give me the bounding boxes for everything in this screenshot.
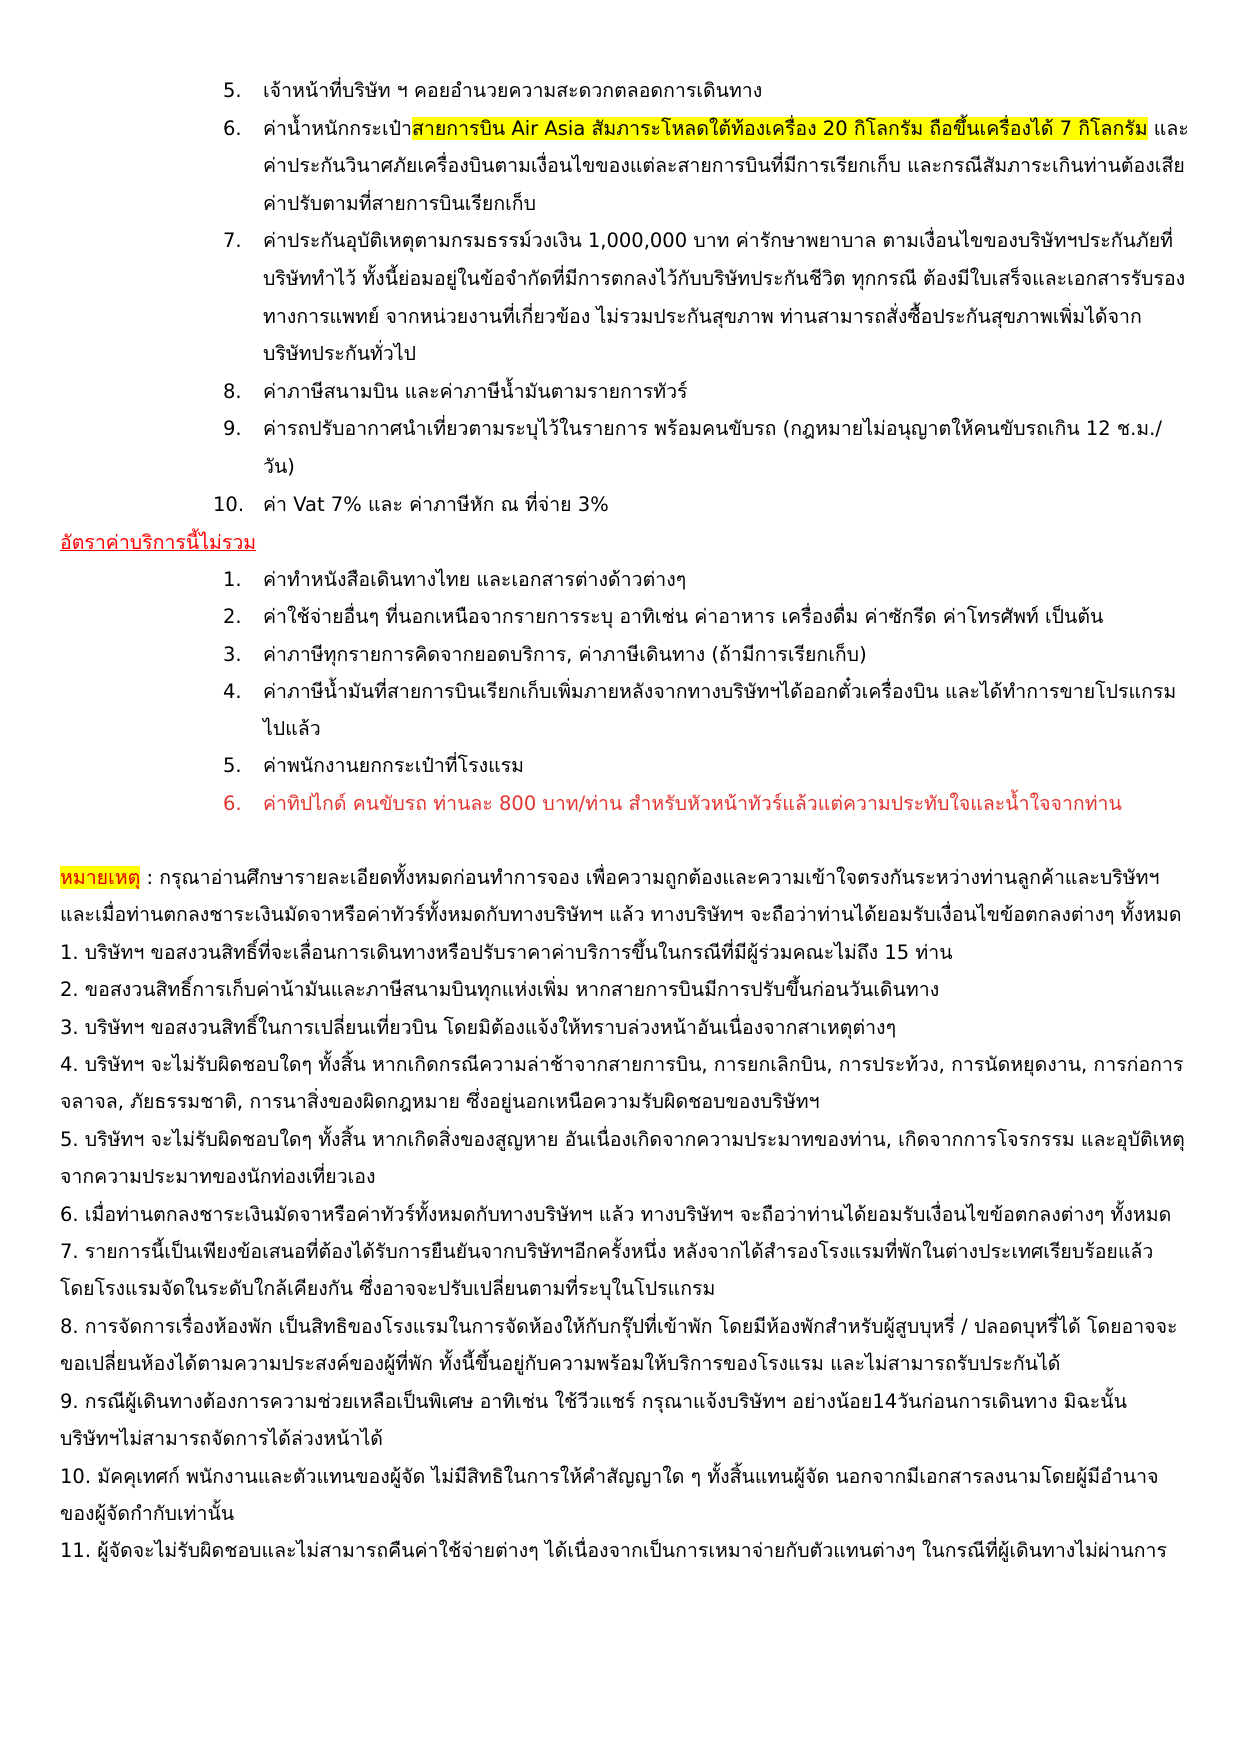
remark-number: 2. — [60, 978, 79, 1002]
remark-item-7 — [60, 1233, 1185, 1308]
item-text: ค่าภาษีน้ำมันที่สายการบินเรียกเก็บเพิ่มภายหลังจากทางบริษัทฯได้ออกตั๋วเครื่องบิน และได้ทำการขายโปรแกรมไปแล้ว — [263, 679, 1177, 741]
item-number: 6. — [223, 791, 242, 815]
excluded-section-title: อัตราค่าบริการนี้ไม่รวม — [60, 531, 257, 554]
remarks-section — [60, 859, 1185, 1570]
remark-number: 8. — [60, 1314, 79, 1338]
item-text: ค่าภาษีทุกรายการคิดจากยอดบริการ, ค่าภาษีเดินทาง (ถ้ามีการเรียกเก็บ) — [263, 642, 867, 666]
remark-item-2 — [60, 971, 1185, 1008]
remark-number: 9. — [60, 1389, 79, 1413]
remark-item-9 — [60, 1383, 1185, 1458]
remark-item-6 — [60, 1196, 1185, 1233]
item-number: 3. — [223, 642, 242, 666]
remark-number: 1. — [60, 940, 79, 964]
remark-text: กรณีผู้เดินทางต้องการความช่วยเหลือเป็นพิเศษ อาทิเช่น ใช้วีวแชร์ กรุณาแจ้งบริษัทฯ อย่างน้อย14วันก่อนการเดินทาง มิฉะนั้นบริษัทฯไม่สามารถจัดการได้ล่วงหน้าได้ — [60, 1389, 1127, 1451]
remark-text: บริษัทฯ จะไม่รับผิดชอบใดๆ ทั้งสิ้น หากเกิดกรณีความล่าช้าจากสายการบิน, การยกเลิกบิน, การประท้วง, การนัดหยุดงาน, การก่อการจลาจล, ภัยธรรมชาติ, การนาสิ่งของผิดกฎหมาย ซึ่งอยู่นอกเหนือความรับผิดชอบของบริษัทฯ — [60, 1053, 1184, 1114]
remark-text: บริษัทฯ ขอสงวนสิทธิ์ที่จะเลื่อนการเดินทางหรือปรับราคาค่าบริการขึ้นในกรณีที่มีผู้ร่วมคณะไม่ถึง 15 ท่าน — [78, 940, 953, 964]
remark-number: 4. — [60, 1053, 79, 1077]
remark-text: เมื่อท่านตกลงชาระเงินมัดจาหรือค่าทัวร์ทั้งหมดกับทางบริษัทฯ แล้ว ทางบริษัทฯ จะถือว่าท่านได้ยอมรับเงื่อนไขข้อตกลงต่างๆ ทั้งหมด — [78, 1202, 1172, 1226]
remark-number: 10. — [60, 1464, 92, 1488]
item-text: ค่ารถปรับอากาศนำเที่ยวตามระบุไว้ในรายการ พร้อมคนขับรถ (กฎหมายไม่อนุญาตให้คนขับรถเกิน 12 ช.ม./วัน) — [263, 417, 1162, 478]
excluded-item-6-tip — [220, 785, 1190, 822]
remark-text: มัคคุเทศก์ พนักงานและตัวแทนของผู้จัด ไม่มีสิทธิในการให้คำสัญญาใด ๆ ทั้งสิ้นแทนผู้จัด นอกจากมีเอกสารลงนามโดยผู้มีอำนาจของผู้จัดกำกับเท่านั้น — [60, 1464, 1159, 1525]
included-item-9 — [220, 410, 1190, 485]
remark-text: บริษัทฯ ขอสงวนสิทธิ์ในการเปลี่ยนเที่ยวบิน โดยมิต้องแจ้งให้ทราบล่วงหน้าอันเนื่องจากสาเหตุต่างๆ — [78, 1015, 897, 1039]
included-item-10 — [213, 486, 1190, 524]
item-text: ค่าทำหนังสือเดินทางไทย และเอกสารต่างด้าวต่างๆ — [263, 568, 687, 591]
remark-text: บริษัทฯ จะไม่รับผิดชอบใดๆ ทั้งสิ้น หากเกิดสิ่งของสูญหาย อันเนื่องเกิดจากความประมาทของท่าน, เกิดจากการโจรกรรม และอุบัติเหตุจากความประมาทของนักท่องเที่ยวเอง — [60, 1127, 1185, 1189]
remark-item-5 — [60, 1121, 1185, 1196]
excluded-item-3 — [220, 636, 1190, 673]
remark-text: ผู้จัดจะไม่รับผิดชอบและไม่สามารถคืนค่าใช้จ่ายต่างๆ ได้เนื่องจากเป็นการเหมาจ่ายกับตัวแทนต่างๆ ในกรณีที่ผู้เดินทางไม่ผ่านการ — [91, 1539, 1167, 1563]
excluded-item-1 — [220, 561, 1190, 598]
remarks-intro — [60, 859, 1185, 934]
remark-item-3 — [60, 1009, 1185, 1046]
highlighted-baggage-text: สายการบิน Air Asia สัมภาระโหลดใต้ท้องเครื่อง 20 กิโลกรัม ถือขึ้นเครื่องได้ 7 กิโลกรัม — [412, 116, 1148, 140]
item-text-pre: ค่าน้ำหนักกระเป๋า — [263, 116, 413, 140]
item-text: เจ้าหน้าที่บริษัท ฯ คอยอำนวยความสะดวกตลอดการเดินทาง — [263, 79, 763, 102]
remarks-label: หมายเหตุ — [60, 866, 141, 889]
remark-number: 11. — [60, 1539, 92, 1563]
remark-text: การจัดการเรื่องห้องพัก เป็นสิทธิของโรงแรมในการจัดห้องให้กับกรุ๊ปที่เข้าพัก โดยมีห้องพักสำหรับผู้สูบบุหรี่ / ปลอดบุหรี่ได้ โดยอาจจะขอเปลี่ยนห้องได้ตามความประสงค์ของผู้ที่พัก ทั้งนี้ขึ้นอยู่กับความพร้อมให้บริการของโรงแรม และไม่สามารถรับประกันได้ — [60, 1314, 1178, 1376]
remark-item-10 — [60, 1458, 1185, 1533]
item-number: 1. — [223, 568, 242, 591]
item-text: ค่าประกันอุบัติเหตุตามกรมธรรม์วงเงิน 1,000,000 บาท ค่ารักษาพยาบาล ตามเงื่อนไขของบริษัทฯประกันภัยที่บริษัททำไว้ ทั้งนี้ย่อมอยู่ในข้อจำกัดที่มีการตกลงไว้กับบริษัทประกันชีวิต ทุกกรณี ต้องมีใบเสร็จและเอกสารรับรองทางการแพทย์ จากหน่วยงานที่เกี่ยวข้อง ไม่รวมประกันสุขภาพ ท่านสามารถสั่งซื้อประกันสุขภาพเพิ่มได้จากบริษัทประกันทั่วไป — [263, 229, 1186, 366]
excluded-items-list — [220, 561, 1190, 822]
item-number: 10. — [213, 492, 245, 516]
included-item-7 — [220, 222, 1190, 372]
remarks-intro-text: : กรุณาอ่านศึกษารายละเอียดทั้งหมดก่อนทำการจอง เพื่อความถูกต้องและความเข้าใจตรงกันระหว่างท่านลูกค้าและบริษัทฯ และเมื่อท่านตกลงชาระเงินมัดจาหรือค่าทัวร์ทั้งหมดกับทางบริษัทฯ แล้ว ทางบริษัทฯ จะถือว่าท่านได้ยอมรับเงื่อนไขข้อตกลงต่างๆ ทั้งหมด — [60, 866, 1182, 927]
item-text-post: และค่าประกันวินาศภัยเครื่องบินตามเงื่อนไขของแต่ละสายการบินที่มีการเรียกเก็บ และกรณีสัมภาระเกินท่านต้องเสียค่าปรับตามที่สายการบินเรียกเก็บ — [263, 116, 1189, 215]
excluded-item-4 — [220, 673, 1190, 748]
remark-text: ขอสงวนสิทธิ์การเก็บค่าน้ามันและภาษีสนามบินทุกแห่งเพิ่ม หากสายการบินมีการปรับขึ้นก่อนวันเดินทาง — [78, 978, 940, 1002]
excluded-item-2 — [220, 598, 1190, 635]
item-text: ค่า Vat 7% และ ค่าภาษีหัก ณ ที่จ่าย 3% — [263, 492, 609, 516]
included-item-6 — [220, 110, 1190, 223]
remark-number: 7. — [60, 1240, 79, 1264]
remark-number: 3. — [60, 1015, 79, 1039]
included-item-8 — [220, 373, 1190, 411]
item-number: 5. — [223, 79, 242, 102]
remark-item-1 — [60, 934, 1185, 971]
item-number: 5. — [223, 754, 242, 778]
item-number: 6. — [223, 116, 242, 140]
item-number: 4. — [223, 679, 242, 703]
item-number: 2. — [223, 605, 242, 629]
remark-text: รายการนี้เป็นเพียงข้อเสนอที่ต้องได้รับการยืนยันจากบริษัทฯอีกครั้งหนึ่ง หลังจากได้สำรองโรงแรมที่พักในต่างประเทศเรียบร้อยแล้ว โดยโรงแรมจัดในระดับใกล้เคียงกัน ซึ่งอาจจะปรับเปลี่ยนตามที่ระบุในโปรแกรม — [60, 1240, 1154, 1301]
item-number: 9. — [223, 417, 242, 441]
item-text: ค่าภาษีสนามบิน และค่าภาษีน้ำมันตามรายการทัวร์ — [263, 379, 688, 403]
remark-item-11 — [60, 1532, 1185, 1569]
excluded-item-5 — [220, 747, 1190, 784]
included-item-5 — [220, 72, 1190, 110]
remark-item-8 — [60, 1308, 1185, 1383]
remark-item-4 — [60, 1046, 1185, 1121]
remark-number: 6. — [60, 1202, 79, 1226]
item-text: ค่าทิปไกด์ คนขับรถ ท่านละ 800 บาท/ท่าน สำหรับหัวหน้าทัวร์แล้วแต่ความประทับใจและน้ำใจจากท่าน — [263, 791, 1122, 815]
item-number: 7. — [223, 229, 242, 253]
remark-number: 5. — [60, 1127, 79, 1151]
included-items-list — [213, 72, 1190, 523]
item-text: ค่าพนักงานยกกระเป๋าที่โรงแรม — [263, 754, 524, 778]
item-text: ค่าใช้จ่ายอื่นๆ ที่นอกเหนือจากรายการระบุ อาทิเช่น ค่าอาหาร เครื่องดื่ม ค่าซักรีด ค่าโทรศัพท์ เป็นต้น — [263, 605, 1104, 629]
item-number: 8. — [223, 379, 242, 403]
